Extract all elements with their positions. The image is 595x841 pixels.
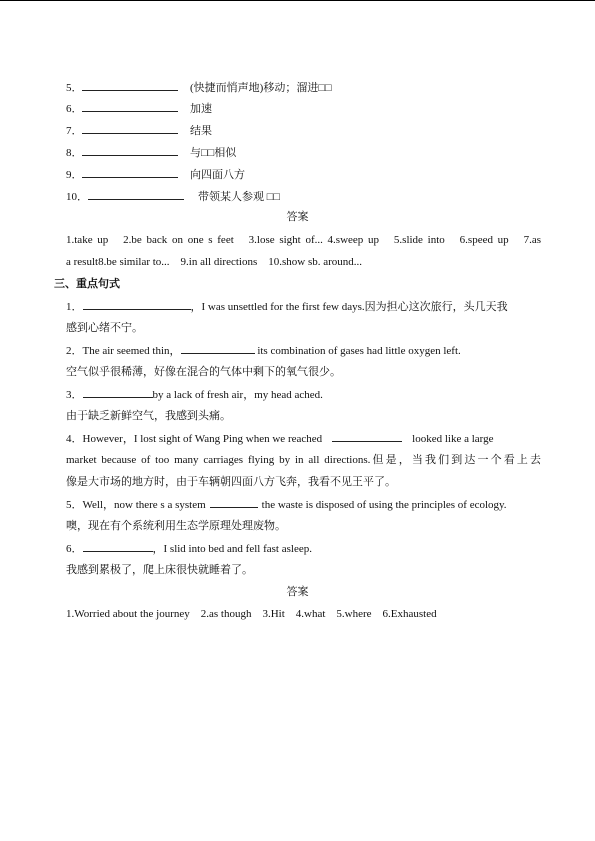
answer-blank[interactable]	[181, 343, 255, 354]
sentence-5-cn: 噢，现在有个系统利用生态学原理处理废物。	[66, 520, 286, 532]
vocab-item-5	[66, 80, 332, 95]
answer-blank[interactable]	[82, 101, 178, 112]
answer-blank[interactable]	[210, 497, 258, 508]
section-title: 三、重点句式	[54, 278, 120, 290]
answer-blank[interactable]	[88, 189, 184, 200]
vocab-number: 5．	[66, 82, 83, 94]
sentence-text: 2．The air seemed thin，	[66, 345, 181, 357]
page-top-rule	[0, 0, 595, 1]
sentence-4	[66, 431, 541, 446]
vocab-number: 7．	[66, 125, 83, 137]
answer-blank[interactable]	[332, 431, 402, 442]
sentence-text: 5．Well，now there s a system	[66, 499, 206, 511]
sentence-number: 6．	[66, 543, 83, 555]
vocab-number: 9．	[66, 169, 83, 181]
sentence-text: by a lack of fresh air，my head ached.	[152, 389, 323, 401]
sentence-1	[66, 299, 508, 314]
vocab-meaning: 结果	[190, 125, 212, 137]
sentence-5	[66, 497, 507, 512]
vocab-item-7	[66, 123, 212, 138]
answers-line-1: 1.take up 2.be back on one s feet 3.lose sight of... 4.sweep up 5.slide into 6.speed up 7.as	[66, 234, 541, 246]
sentence-text: ，I slid into bed and fell fast asleep.	[152, 543, 312, 555]
answer-blank[interactable]	[82, 80, 178, 91]
vocab-meaning: 带领某人参观 □□	[198, 191, 281, 203]
sentence-2-cn: 空气似乎很稀薄，好像在混合的气体中剩下的氧气很少。	[66, 366, 341, 378]
answer-heading: 答案	[286, 211, 309, 223]
vocab-number: 6．	[66, 103, 83, 115]
sentence-number: 3．	[66, 389, 83, 401]
vocab-meaning: (快捷而悄声地)移动；溜进□□	[190, 82, 332, 94]
answer-blank[interactable]	[83, 387, 153, 398]
answer-blank[interactable]	[82, 145, 178, 156]
answer-blank[interactable]	[83, 299, 191, 310]
sentence-text: the waste is disposed of using the principles of ecology.	[261, 499, 507, 511]
answer-blank[interactable]	[82, 167, 178, 178]
vocab-meaning: 向四面八方	[190, 169, 245, 181]
sentence-text: ，I was unsettled for the first few days.因为担心这次旅行，头几天我	[190, 301, 508, 313]
sentence-4-line-2: market because of too many carriages flying by in all directions.但是，当我们到达一个看上去	[66, 454, 541, 466]
vocab-item-6	[66, 101, 212, 116]
answer-blank[interactable]	[82, 123, 178, 134]
sentence-3	[66, 387, 323, 402]
sentence-4-line-3: 像是大市场的地方时，由于车辆朝四面八方飞奔，我看不见王平了。	[66, 476, 396, 488]
sentence-3-cn: 由于缺乏新鲜空气，我感到头痛。	[66, 410, 231, 422]
sentence-1-cn-continued: 感到心绪不宁。	[66, 322, 143, 334]
vocab-meaning: 与□□相似	[190, 147, 237, 159]
sentence-2	[66, 343, 461, 358]
answers-line-2: a result8.be similar to... 9.in all directions 10.show sb. around...	[66, 256, 363, 268]
vocab-item-9	[66, 167, 245, 182]
vocab-number: 8．	[66, 147, 83, 159]
sentence-6	[66, 541, 312, 556]
vocab-number: 10．	[66, 191, 88, 203]
vocab-item-8	[66, 145, 236, 160]
sentence-6-cn: 我感到累极了，爬上床很快就睡着了。	[66, 564, 253, 576]
sentence-number: 1．	[66, 301, 83, 313]
sentence-text: its combination of gases had little oxygen left.	[254, 345, 461, 357]
answers-sentences: 1.Worried about the journey 2.as though 3.Hit 4.what 5.where 6.Exhausted	[66, 608, 437, 620]
answer-heading: 答案	[286, 586, 309, 598]
vocab-item-10	[66, 189, 280, 204]
sentence-text: looked like a large	[412, 433, 494, 445]
answer-blank[interactable]	[83, 541, 153, 552]
vocab-meaning: 加速	[190, 103, 212, 115]
sentence-text: 4．However，I lost sight of Wang Ping when we reached	[66, 433, 323, 445]
